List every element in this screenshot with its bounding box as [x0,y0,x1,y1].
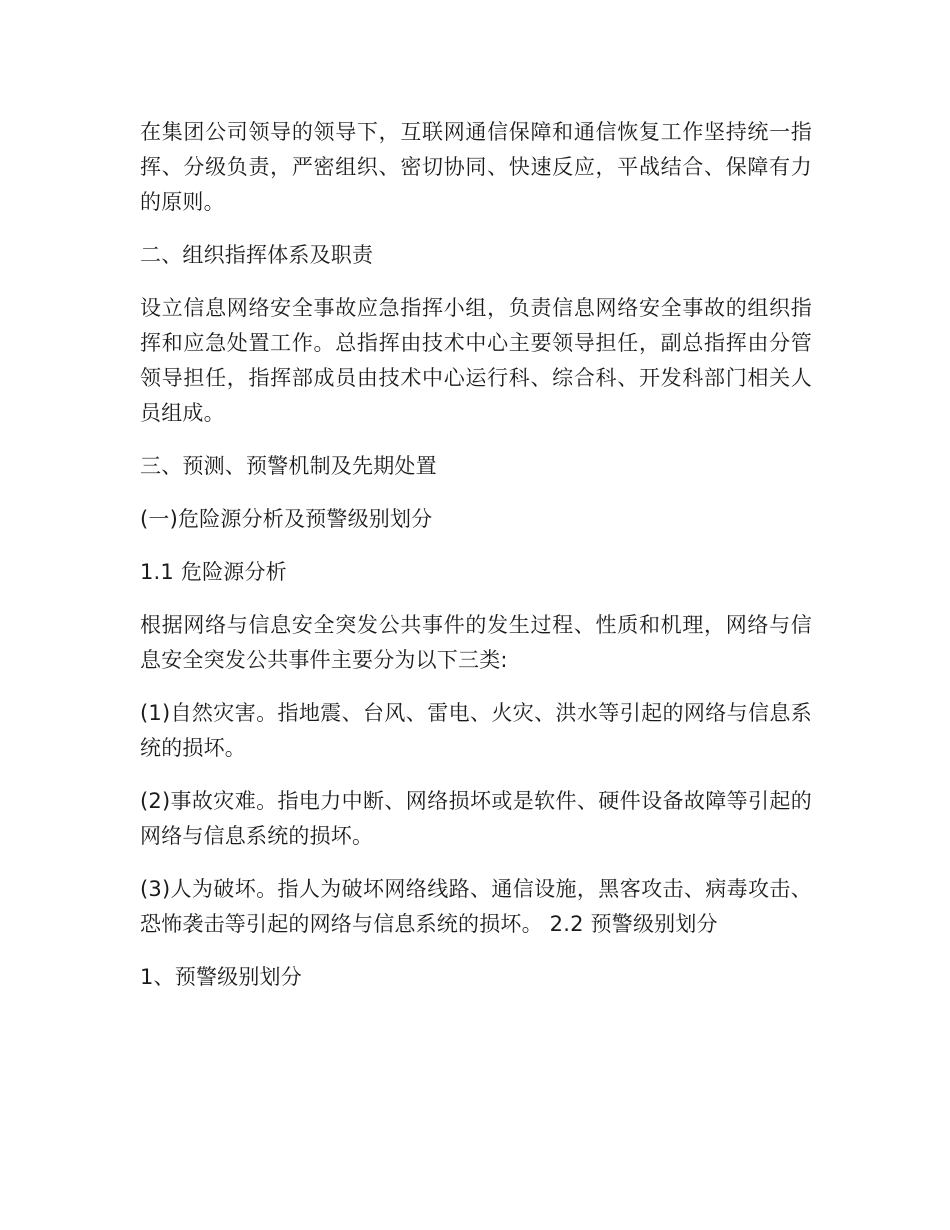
paragraph-classification: 根据网络与信息安全突发公共事件的发生过程、性质和机理，网络与信息安全突发公共事件主要分为以下三类: [140,613,812,672]
section-heading-prediction: 三、预测、预警机制及先期处置 [140,454,437,478]
section-heading-organization: 二、组织指挥体系及职责 [140,243,374,267]
subsection-heading-hazard: (一)危险源分析及预警级别划分 [140,507,433,531]
document-body [140,115,812,1013]
list-item-accident: (2)事故灾难。指电力中断、网络损坏或是软件、硬件设备故障等引起的网络与信息系统的损坏。 [140,789,812,848]
paragraph-command-group: 设立信息网络安全事故应急指挥小组，负责信息网络安全事故的组织指挥和应急处置工作。总指挥由技术中心主要领导担任，副总指挥由分管领导担任，指挥部成员由技术中心运行科、综合科、开发科部门相关人员组成。 [140,296,812,425]
subsection-heading-1-1: 1.1 危险源分析 [140,560,287,584]
list-item-natural-disaster: (1)自然灾害。指地震、台风、雷电、火灾、洪水等引起的网络与信息系统的损坏。 [140,701,812,760]
paragraph-principle: 在集团公司领导的领导下，互联网通信保障和通信恢复工作坚持统一指挥、分级负责，严密组织、密切协同、快速反应，平战结合、保障有力的原则。 [140,120,812,214]
subsection-heading-warning-level: 1、预警级别划分 [140,965,302,989]
list-item-human-damage: (3)人为破坏。指人为破坏网络线路、通信设施，黑客攻击、病毒攻击、恐怖袭击等引起的网络与信息系统的损坏。 2.2 预警级别划分 [140,877,812,936]
